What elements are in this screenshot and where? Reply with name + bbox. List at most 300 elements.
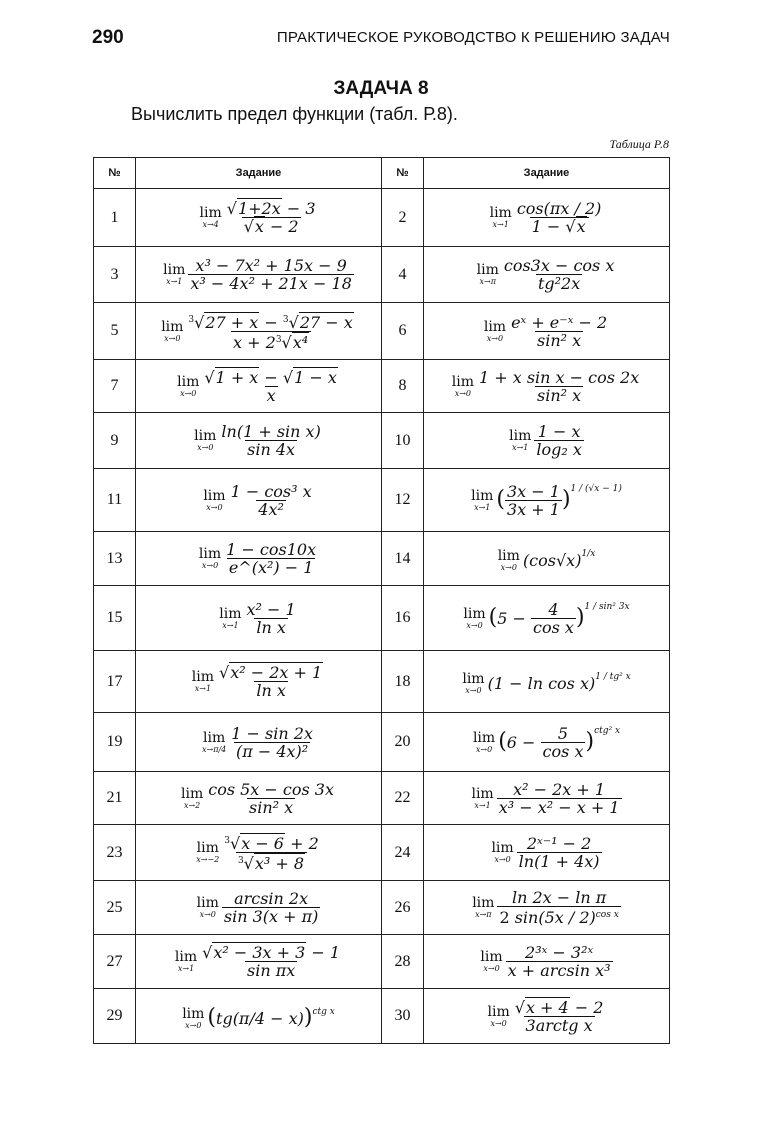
base: tg(π/4 − x) [216, 1008, 304, 1028]
numerator-tail: + 2 [290, 834, 319, 853]
math-part: $^3$√27 + x − $^3$√27 − x [188, 312, 353, 332]
math-part [199, 547, 221, 570]
lim-sub: x→1 [492, 220, 509, 229]
numerator: 1 − cos³ x [230, 481, 312, 501]
math-part [245, 599, 298, 637]
lim-sub: x→0 [483, 964, 500, 973]
task-number: 10 [382, 413, 424, 469]
task-formula-10 [424, 413, 670, 469]
math-part [480, 945, 612, 978]
lim-word: lim [483, 318, 507, 335]
lim-word: lim [480, 949, 503, 965]
math-part: √ [226, 199, 237, 218]
math-part [488, 1005, 510, 1028]
lim-sub: x→1 [177, 964, 195, 973]
lim-word: lim [177, 373, 200, 390]
task-prompt: Вычислить предел функции (табл. Р.8). [131, 104, 458, 124]
numerator-tail: − 1 [311, 943, 341, 962]
math-part [462, 672, 484, 695]
numerator: 4 [548, 599, 559, 619]
math-part [229, 481, 314, 519]
math-part [242, 217, 301, 234]
math-part [197, 896, 219, 919]
table-row [94, 189, 670, 247]
task-formula-23 [136, 825, 382, 881]
exponent: ctg x [312, 1006, 335, 1017]
column-header-number-right: № [382, 158, 424, 189]
lim-word: lim [203, 487, 226, 504]
math-part [472, 723, 621, 761]
task-formula-2 [424, 189, 670, 247]
lim-word: lim [476, 262, 499, 278]
math-part [163, 263, 185, 286]
lim-sub: x→1 [166, 277, 183, 286]
math-part: 3 [275, 334, 282, 345]
running-head [92, 27, 670, 51]
lim-sub: x→−2 [196, 855, 220, 864]
lim-word: lim [463, 605, 486, 622]
numerator: 1 + x sin x − cos 2x [478, 367, 640, 387]
task-number: 4 [382, 247, 424, 303]
task-number: 16 [382, 586, 424, 651]
task-number: 15 [94, 586, 136, 651]
math-part: √ [243, 854, 254, 873]
denominator: x [266, 385, 276, 405]
denominator: 4x² [258, 499, 284, 519]
task-number: 9 [94, 413, 136, 469]
table-header-row [94, 158, 670, 189]
table-row [94, 935, 670, 989]
numerator: ln(1 + sin x) [221, 422, 321, 441]
math-part [194, 424, 323, 457]
task-formula-1 [136, 189, 382, 247]
lim-word: lim [491, 840, 514, 856]
term: 6 − [506, 732, 536, 752]
math-part [515, 201, 604, 234]
task-number: 20 [382, 713, 424, 772]
math-part: √ [230, 834, 241, 853]
math-part [472, 890, 621, 925]
exponent: cos x [595, 910, 619, 920]
task-number: 19 [94, 713, 136, 772]
math-part [175, 950, 197, 973]
math-part [200, 945, 342, 961]
numerator: cos3x − cos x [503, 256, 615, 275]
math-part [509, 429, 531, 452]
lim-sub: x→4 [202, 220, 219, 229]
math-part: ( [498, 729, 507, 754]
task-formula-28 [424, 935, 670, 989]
lim-word: lim [219, 605, 242, 622]
lim-word: lim [487, 1003, 510, 1020]
math-part [484, 320, 506, 343]
math-part [513, 997, 606, 1017]
math-part [534, 424, 584, 457]
radicand: x² − 3x + 3 [213, 943, 306, 962]
radicand: 1 + x [215, 367, 259, 387]
math-part [541, 723, 586, 761]
denominator: 3x + 1 [506, 499, 560, 519]
math-part [194, 429, 216, 452]
math-part [181, 787, 203, 810]
task-number: 3 [94, 247, 136, 303]
lim-sub: x→0 [486, 333, 504, 343]
task-number: 23 [94, 825, 136, 881]
math-part [161, 313, 356, 350]
denominator: x³ − 4x² + 21x − 18 [190, 274, 352, 293]
math-part [505, 481, 562, 519]
lim-sub: x→π/4 [202, 744, 227, 754]
task-number: 1 [94, 189, 136, 247]
lim-word: lim [203, 729, 226, 746]
lim-word: lim [462, 671, 485, 687]
task-number: 12 [382, 469, 424, 532]
math-part: √ [204, 367, 215, 387]
denominator: sin 3(x + π) [223, 907, 319, 926]
math-part: 2 [499, 908, 515, 927]
lim-word: lim [199, 205, 222, 221]
math-part [231, 331, 311, 350]
exponent: 1 / tg² x [595, 672, 631, 682]
lim-word: lim [163, 262, 186, 278]
math-part [463, 607, 485, 630]
task-number: 18 [382, 651, 424, 713]
math-part [462, 672, 630, 695]
math-part [192, 665, 325, 698]
task-formula-4 [424, 247, 670, 303]
numerator: eˣ + e⁻ˣ − 2 [511, 312, 608, 332]
lim-sub: x→π [475, 910, 492, 919]
task-formula-17 [136, 651, 382, 713]
numerator: arcsin 2x [234, 889, 309, 908]
denominator-tail: − 2 [269, 217, 299, 236]
table-row [94, 303, 670, 360]
numerator: 5 [557, 723, 569, 743]
task-number: 13 [94, 532, 136, 586]
task-formula-3 [136, 247, 382, 303]
lim-word: lim [472, 895, 495, 911]
math-part [163, 258, 354, 291]
lim-word: lim [489, 205, 512, 221]
lim-sub: x→0 [185, 1020, 202, 1030]
lim-word: lim [181, 785, 204, 802]
math-part [219, 607, 241, 630]
task-number: 26 [382, 881, 424, 935]
lim-word: lim [497, 548, 520, 564]
math-part [236, 852, 307, 871]
task-number: 25 [94, 881, 136, 935]
task-number: 24 [382, 825, 424, 881]
math-part [477, 263, 499, 286]
math-part [200, 206, 222, 229]
task-number: 22 [382, 772, 424, 825]
task-number: 2 [382, 189, 424, 247]
table-row [94, 989, 670, 1044]
math-part [217, 665, 325, 698]
denominator: ln(1 + 4x) [518, 852, 600, 871]
lim-word: lim [182, 1005, 205, 1022]
table-row [94, 532, 670, 586]
math-part [451, 367, 642, 405]
lim-sub: x→0 [465, 686, 482, 695]
math-part: 3 [224, 836, 230, 846]
math-part [200, 201, 318, 234]
math-part [225, 201, 318, 217]
math-part [202, 731, 226, 754]
math-part: √ [219, 663, 230, 682]
task-formula-15 [136, 586, 382, 651]
table-row [94, 881, 670, 935]
numerator: 1 − sin 2x [231, 723, 313, 743]
math-part [188, 258, 354, 291]
column-header-number-left: № [94, 158, 136, 189]
lim-sub: x→π [479, 277, 496, 286]
radicand: x − 6 [241, 834, 284, 853]
numerator-tail: − 2 [574, 997, 604, 1017]
lim-sub: x→0 [199, 910, 216, 919]
numerator: cos 5x − cos 3x [208, 779, 334, 799]
denominator: ln x [256, 617, 286, 637]
exponent: 1 / sin² 3x [584, 601, 630, 612]
lim-sub: x→0 [206, 502, 223, 512]
task-formula-22 [424, 772, 670, 825]
radicand: x² − 2x + 1 [230, 663, 323, 682]
math-part [471, 779, 621, 817]
denominator: sin πx [246, 961, 296, 980]
math-part [452, 375, 474, 398]
radicand: 1 − x [294, 367, 337, 387]
task-number: 28 [382, 935, 424, 989]
math-part [229, 723, 315, 761]
table-row [94, 772, 670, 825]
radicand: x [576, 217, 586, 236]
math-part [463, 599, 630, 637]
math-part [202, 723, 315, 761]
lim-sub: x→0 [201, 561, 219, 570]
math-part [203, 481, 313, 519]
lim-sub: x→0 [490, 1018, 507, 1028]
math-part [181, 779, 336, 817]
task-number: 8 [382, 360, 424, 413]
task-formula-16 [424, 586, 670, 651]
exponent: 1 / (√x − 1) [570, 483, 622, 494]
lim-word: lim [196, 840, 219, 856]
math-part [509, 424, 584, 457]
table-row [94, 360, 670, 413]
math-part [471, 489, 493, 512]
lim-sub: x→1 [194, 684, 212, 693]
lim-sub: x→0 [180, 388, 197, 398]
term: 5 − [497, 608, 526, 628]
task-formula-20 [424, 713, 670, 772]
task-number: 6 [382, 303, 424, 360]
task-formula-21 [136, 772, 382, 825]
math-part [472, 896, 494, 919]
task-number: 27 [94, 935, 136, 989]
task-formula-29 [136, 989, 382, 1044]
denominator: x³ − x² − x + 1 [498, 797, 620, 817]
lim-word: lim [194, 428, 217, 444]
lim-word: lim [191, 669, 215, 685]
denominator: sin(5x / 2) [514, 908, 596, 927]
math-part [199, 542, 318, 575]
task-formula-19 [136, 713, 382, 772]
running-title: ПРАКТИЧЕСКОЕ РУКОВОДСТВО К РЕШЕНИЮ ЗАДАЧ [276, 29, 670, 46]
numerator: 2³ˣ − 3²ˣ [525, 943, 594, 962]
numerator: x² − 2x + 1 [513, 779, 606, 799]
lim-word: lim [196, 895, 219, 911]
math-part: √1 + x − √1 − x [204, 367, 337, 387]
numerator: 3x − 1 [506, 481, 560, 501]
task-number: 7 [94, 360, 136, 413]
math-part: √ [288, 312, 299, 332]
exponent: 1/x [581, 549, 596, 559]
math-part [517, 836, 602, 869]
denominator: tg²2x [537, 274, 581, 293]
numerator: 2ˣ⁻¹ − 2 [526, 834, 592, 853]
lim-sub: x→1 [222, 620, 239, 630]
table-row [94, 247, 670, 303]
math-part: √ [202, 943, 213, 962]
task-formula-18 [424, 651, 670, 713]
table-caption: Таблица Р.8 [609, 137, 669, 151]
numerator: x³ − 7x² + 15x − 9 [195, 256, 347, 275]
denominator: (π − 4x)² [236, 741, 309, 761]
lim-sub: x→1 [512, 443, 529, 452]
table-row [94, 586, 670, 651]
math-part [200, 945, 342, 978]
denominator-head: 1 − [531, 217, 561, 236]
lim-sub: x→1 [474, 800, 491, 810]
base: (cos√x) [522, 551, 582, 570]
math-part: ) [585, 729, 595, 754]
lim-word: lim [471, 487, 494, 504]
math-part: ) [575, 605, 585, 630]
math-part [206, 779, 336, 817]
math-part [219, 599, 297, 637]
task-heading: ЗАДАЧА 8 [333, 78, 429, 99]
table-row [94, 651, 670, 713]
radicand: x + 4 [525, 997, 569, 1017]
radicand: x³ + 8 [254, 854, 305, 873]
math-part: √ [194, 312, 205, 332]
math-part: ( [496, 487, 505, 512]
denominator: log₂ x [536, 440, 582, 459]
math-part: 3 [188, 314, 195, 325]
lim-sub: x→0 [494, 855, 511, 864]
task-formula-5 [136, 303, 382, 360]
denominator-head: x + 2 [233, 332, 276, 352]
lim-word: lim [451, 373, 474, 390]
task-number: 11 [94, 469, 136, 532]
math-part [202, 367, 340, 405]
task-number: 21 [94, 772, 136, 825]
task-formula-13 [136, 532, 382, 586]
math-part [498, 549, 596, 572]
denominator: x + arcsin x³ [507, 961, 611, 980]
exponent: ctg² x [594, 725, 621, 736]
lim-word: lim [161, 318, 184, 335]
math-part [203, 489, 225, 512]
numerator: cos(πx / 2) [516, 199, 602, 218]
math-part: ( [207, 1005, 217, 1030]
table-row [94, 413, 670, 469]
radicand: x⁴ [292, 332, 309, 352]
math-part [177, 367, 340, 405]
denominator: sin 4x [247, 440, 296, 459]
column-header-task-right: Задание [424, 158, 670, 189]
math-part: 3 [282, 314, 289, 325]
math-part [480, 950, 502, 973]
math-part: ) [303, 1005, 313, 1030]
task-formula-8 [424, 360, 670, 413]
lim-sub: x→0 [500, 563, 517, 572]
task-formula-30 [424, 989, 670, 1044]
math-part [497, 890, 620, 925]
radicand: 27 + x [205, 312, 259, 332]
math-part [490, 206, 512, 229]
math-part [477, 367, 641, 405]
column-header-task-left: Задание [136, 158, 382, 189]
math-part [192, 670, 214, 693]
task-formula-7 [136, 360, 382, 413]
task-formula-27 [136, 935, 382, 989]
math-part [222, 834, 320, 871]
math-part [487, 997, 606, 1035]
lim-word: lim [471, 785, 494, 802]
lim-sub: x→0 [475, 744, 493, 754]
task-formula-9 [136, 413, 382, 469]
math-part [175, 945, 342, 978]
task-formula-11 [136, 469, 382, 532]
task-number: 5 [94, 303, 136, 360]
denominator: 3arctg x [525, 1015, 593, 1035]
lim-word: lim [509, 428, 532, 444]
math-part [473, 731, 495, 754]
task-formula-25 [136, 881, 382, 935]
math-part [498, 549, 520, 572]
task-number: 30 [382, 989, 424, 1044]
lim-sub: x→1 [474, 502, 491, 512]
denominator: sin² x [249, 797, 294, 817]
math-part [222, 834, 320, 852]
math-part [222, 891, 321, 924]
lim-word: lim [174, 949, 198, 965]
page-number: 290 [92, 27, 124, 48]
math-part [531, 599, 576, 637]
math-part [477, 258, 617, 291]
denominator: cos x [533, 617, 574, 637]
denominator: ln x [256, 681, 286, 700]
table-row [94, 713, 670, 772]
math-part [196, 841, 219, 864]
math-part [506, 945, 613, 978]
denominator: sin² x [537, 330, 582, 350]
radicand: 27 − x [299, 312, 353, 332]
task-formula-14 [424, 532, 670, 586]
math-part [513, 997, 606, 1035]
math-part [177, 375, 199, 398]
numerator-tail: − 3 [286, 199, 316, 218]
task-formula-12 [424, 469, 670, 532]
math-part [530, 217, 589, 234]
lim-sub: x→0 [197, 443, 214, 452]
math-part: ( [488, 605, 498, 630]
math-part: √ [243, 217, 254, 236]
math-part [224, 542, 318, 575]
math-part [182, 1007, 204, 1030]
math-part [471, 481, 622, 519]
